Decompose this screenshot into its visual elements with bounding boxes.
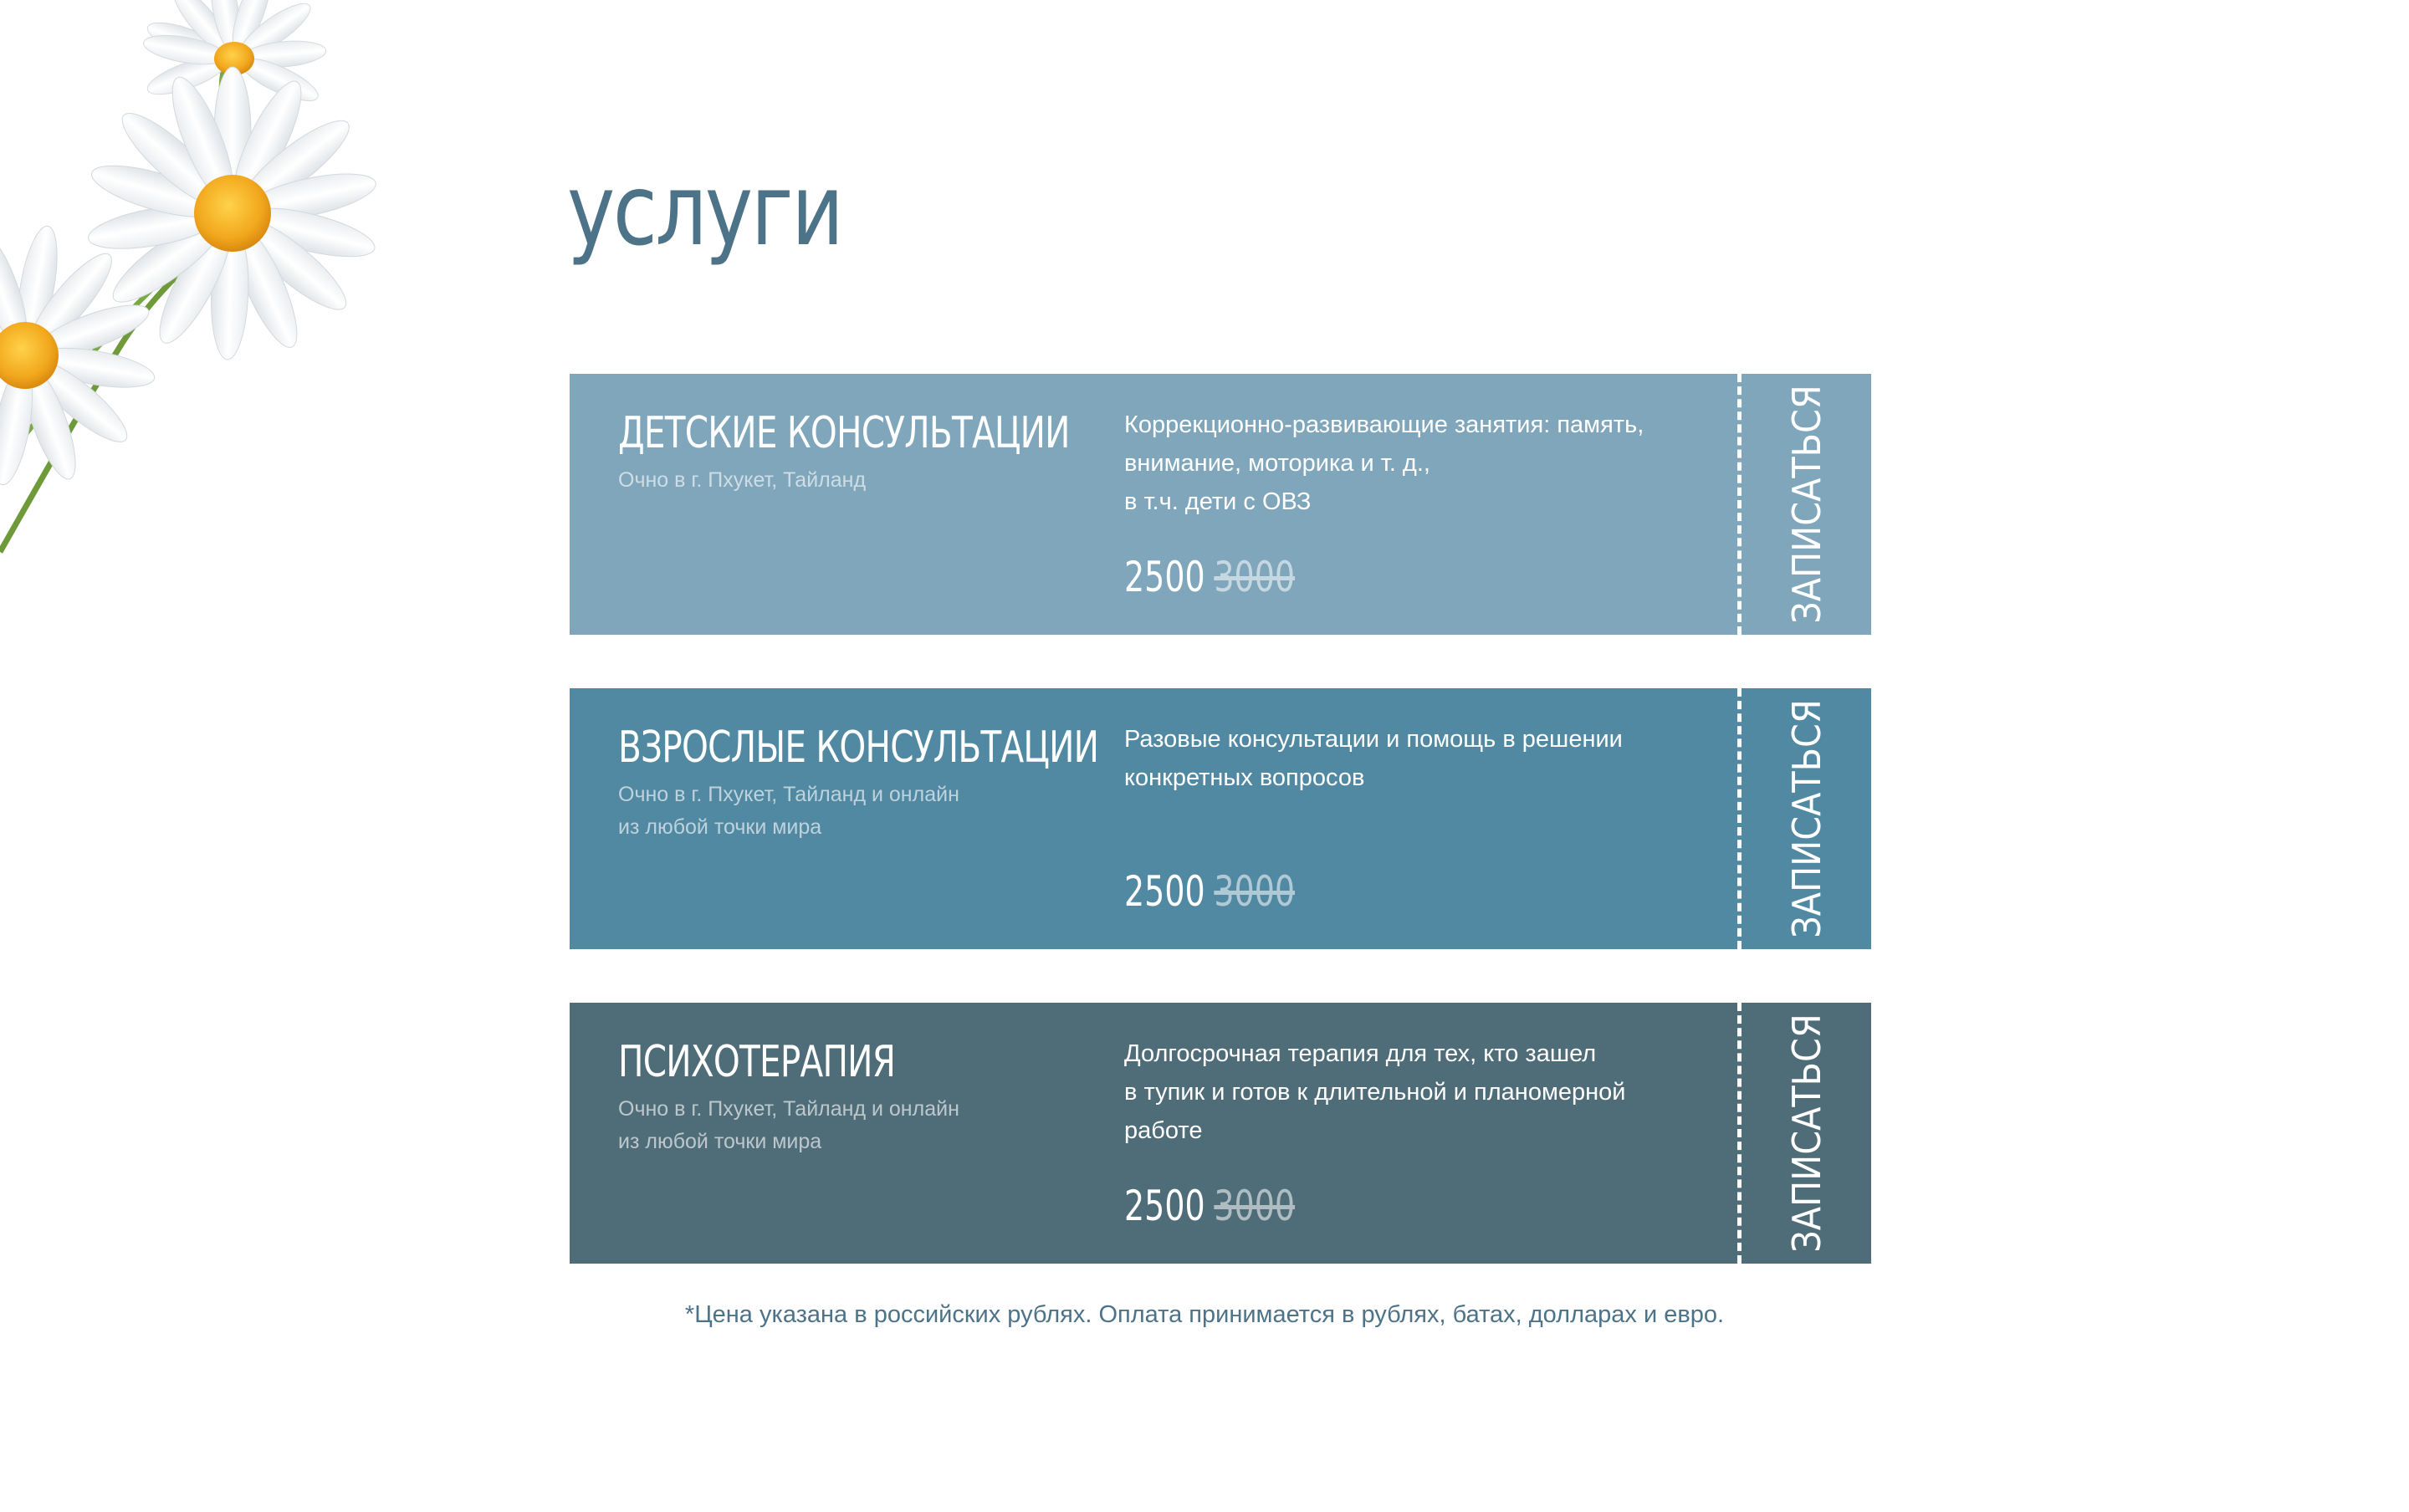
service-description: Коррекционно-развивающие занятия: память, внимание, моторика и т. д., в т.ч. дети с ОВЗ <box>1124 411 1644 515</box>
price-old: 3000 <box>1214 867 1296 916</box>
price-footnote <box>0 1298 2409 1331</box>
service-title: ДЕТСКИЕ КОНСУЛЬТАЦИИ <box>618 408 1070 458</box>
service-description: Долгосрочная терапия для тех, кто зашел в тупик и готов к длительной и планомерной работе <box>1124 1040 1626 1144</box>
service-location: Очно в г. Пхукет, Тайланд и онлайн из любой точки мира <box>618 1097 959 1153</box>
service-title: ПСИХОТЕРАПИЯ <box>618 1037 896 1087</box>
service-card-adults <box>570 688 1871 949</box>
price-footnote-text: *Цена указана в российских рублях. Оплата принимается в рублях, батах, долларах и евро. <box>684 1301 1725 1328</box>
section-title: услуги <box>567 152 842 268</box>
service-card-body <box>570 688 1737 949</box>
service-price <box>1124 1177 1295 1235</box>
price-old: 3000 <box>1214 1182 1296 1230</box>
price-current: 2500 <box>1124 867 1205 916</box>
service-description: Разовые консультации и помощь в решении конкретных вопросов <box>1124 726 1623 791</box>
signup-button[interactable] <box>1742 374 1871 635</box>
service-card-psychotherapy <box>570 1003 1871 1264</box>
service-location: Очно в г. Пхукет, Тайланд <box>618 468 867 492</box>
price-old: 3000 <box>1214 553 1296 601</box>
services-list <box>570 374 1871 1317</box>
chamomile-flowers-icon <box>0 0 402 569</box>
service-card-body <box>570 374 1737 635</box>
price-current: 2500 <box>1124 553 1205 601</box>
service-price <box>1124 862 1295 921</box>
service-price <box>1124 548 1295 606</box>
signup-button-label: ЗАПИСАТЬСЯ <box>1783 1014 1829 1253</box>
signup-button[interactable] <box>1742 688 1871 949</box>
signup-button-label: ЗАПИСАТЬСЯ <box>1783 385 1829 624</box>
service-title: ВЗРОСЛЫЕ КОНСУЛЬТАЦИИ <box>618 723 1099 773</box>
signup-button[interactable] <box>1742 1003 1871 1264</box>
service-card-body <box>570 1003 1737 1264</box>
service-location: Очно в г. Пхукет, Тайланд и онлайн из любой точки мира <box>618 783 959 839</box>
signup-button-label: ЗАПИСАТЬСЯ <box>1783 699 1829 938</box>
price-current: 2500 <box>1124 1182 1205 1230</box>
service-card-children <box>570 374 1871 635</box>
